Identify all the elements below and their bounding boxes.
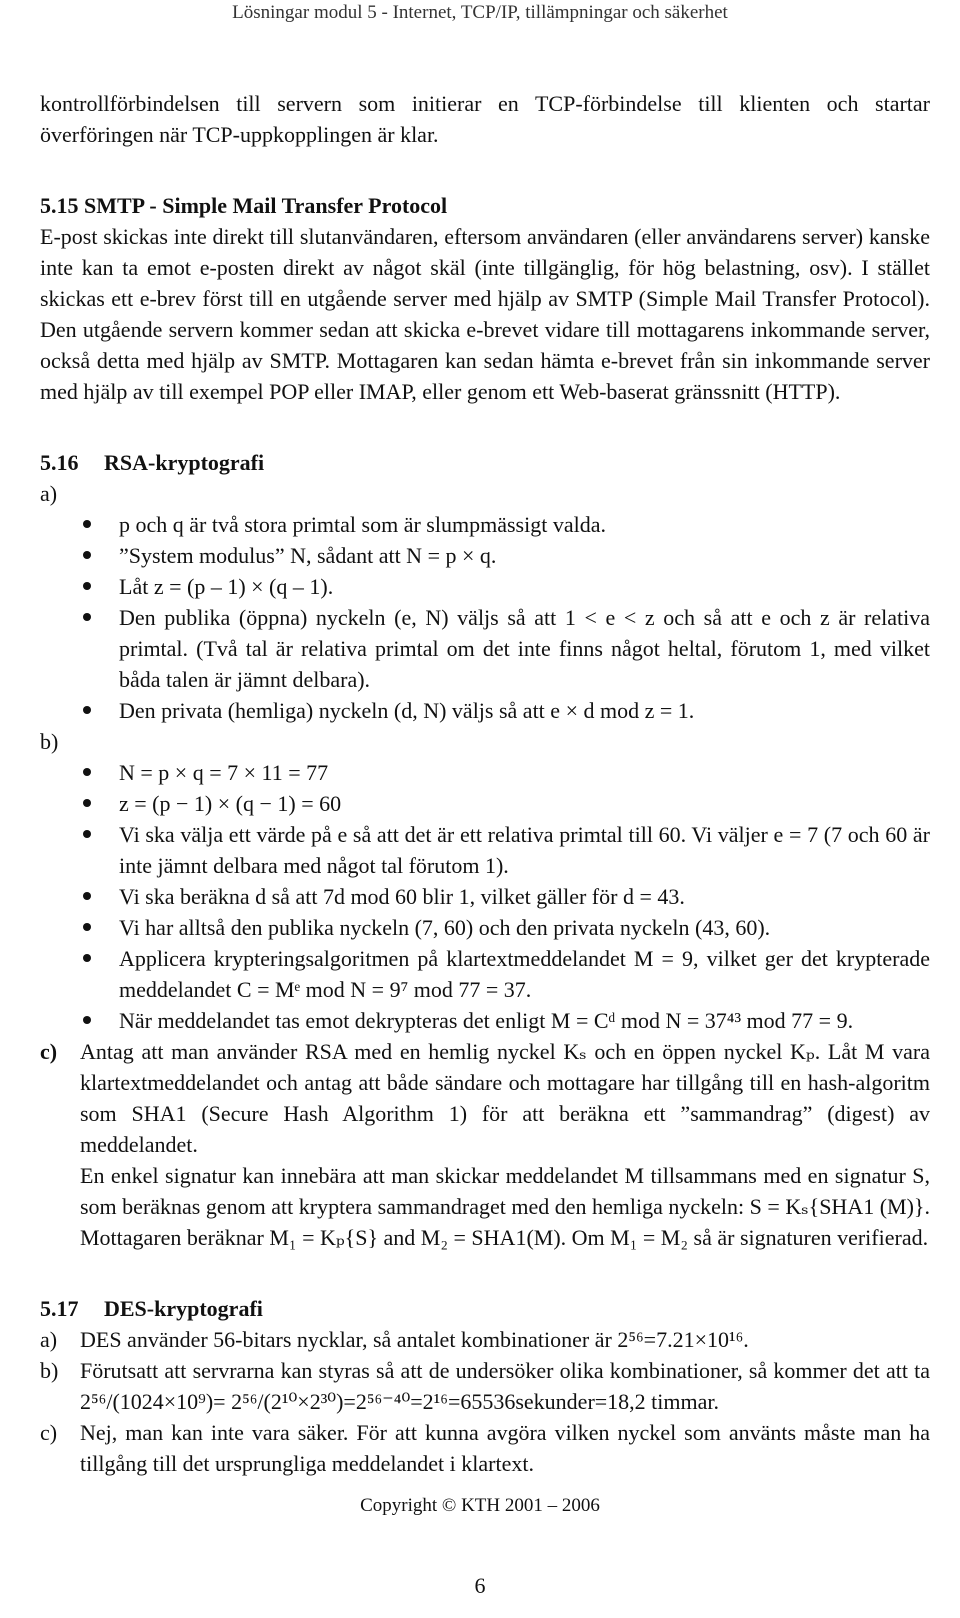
section-heading-5-15 <box>40 190 930 221</box>
part-c <box>40 1036 930 1253</box>
list-item: ”System modulus” N, sådant att N = p × q. <box>40 540 930 571</box>
rsa-definition-list <box>40 509 930 726</box>
section-title: DES-kryptografi <box>104 1296 263 1321</box>
page-number: 6 <box>474 1573 486 1598</box>
list-item: p och q är två stora primtal som är slumpmässigt valda. <box>40 509 930 540</box>
section-number: 5.15 <box>40 193 79 218</box>
des-part-a-label: a) <box>40 1327 58 1352</box>
des-part-c-text: Nej, man kan inte vara säker. För att kunna avgöra vilken nyckel som använts måste man ha tillgång till det ursprungliga meddelandet i klartext. <box>80 1420 930 1476</box>
list-item: N = p × q = 7 × 11 = 77 <box>40 757 930 788</box>
section-heading-5-17 <box>40 1293 930 1324</box>
section-number: 5.17 <box>40 1296 79 1321</box>
section-heading-5-16 <box>40 447 930 478</box>
des-part-a-text: DES använder 56-bitars nycklar, så antalet kombinationer är 2⁵⁶=7.21×10¹⁶. <box>80 1327 749 1352</box>
des-part-c-label: c) <box>40 1420 58 1445</box>
part-b-label: b) <box>40 729 59 754</box>
des-part-b-label: b) <box>40 1358 59 1383</box>
rsa-example-list <box>40 757 930 1036</box>
list-item: Låt z = (p – 1) × (q – 1). <box>40 571 930 602</box>
des-part-c <box>40 1417 930 1479</box>
part-c-label: c) <box>40 1039 58 1064</box>
list-item: Vi ska beräkna d så att 7d mod 60 blir 1, vilket gäller för d = 43. <box>40 881 930 912</box>
intro-paragraph: kontrollförbindelsen till servern som initierar en TCP-förbindelse till klienten och startar överföringen när TCP-uppkopplingen är klar. <box>40 91 930 147</box>
smtp-paragraph: E-post skickas inte direkt till slutanvändaren, eftersom användaren (eller användarens server) kanske inte kan ta emot e-posten direkt av något skäl (inte tillgänglig, för hög belastning, osv). I stället skickas ett e-brev först till en utgående server med hjälp av SMTP (Simple Mail Transfer Protocol). Den utgående servern kommer sedan att skicka e-brevet vidare till mottagarens inkommande server, också detta med hjälp av SMTP. Mottagaren kan sedan hämta e-brevet från sin inkommande server med hjälp av till exempel POP eller IMAP, eller genom ett Web-baserat gränssnitt (HTTP). <box>40 224 930 404</box>
list-item: z = (p − 1) × (q − 1) = 60 <box>40 788 930 819</box>
part-c-paragraph-2: En enkel signatur kan innebära att man skickar meddelandet M tillsammans med en signatur S, som beräknas genom att kryptera sammandraget med den hemliga nyckeln: S = Kₛ{SHA1 (M)}. Mottagaren beräknar M₁ = Kₚ{S} and M₂ = SHA1(M). Om M₁ = M₂ så är signaturen verifierad. <box>80 1163 930 1250</box>
running-header: Lösningar modul 5 - Internet, TCP/IP, tillämpningar och säkerhet <box>232 2 728 23</box>
des-part-a <box>40 1324 930 1355</box>
part-a-label: a) <box>40 481 58 506</box>
des-part-b <box>40 1355 930 1417</box>
section-number: 5.16 <box>40 450 79 475</box>
copyright-footer: Copyright © KTH 2001 – 2006 <box>360 1495 600 1516</box>
des-part-b-text: Förutsatt att servrarna kan styras så att de undersöker olika kombinationer, så kommer det att ta 2⁵⁶/(1024×10⁹)= 2⁵⁶/(2¹⁰×2³⁰)=2⁵⁶⁻⁴⁰=2¹⁶=65536sekunder=18,2 timmar. <box>80 1358 930 1414</box>
list-item: Applicera krypteringsalgoritmen på klartextmeddelandet M = 9, vilket ger det krypterade meddelandet C = Mᵉ mod N = 9⁷ mod 77 = 37. <box>40 943 930 1005</box>
list-item: Den publika (öppna) nyckeln (e, N) väljs så att 1 < e < z och så att e och z är relativa primtal. (Två tal är relativa primtal om det inte finns något heltal, förutom 1, med vilket båda talen är jämnt delbara). <box>40 602 930 695</box>
list-item: Vi ska välja ett värde på e så att det är ett relativa primtal till 60. Vi väljer e = 7 (7 och 60 är inte jämnt delbara med något tal förutom 1). <box>40 819 930 881</box>
section-title: SMTP - Simple Mail Transfer Protocol <box>84 193 448 218</box>
section-title: RSA-kryptografi <box>104 450 265 475</box>
list-item: Den privata (hemliga) nyckeln (d, N) väljs så att e × d mod z = 1. <box>40 695 930 726</box>
list-item: Vi har alltså den publika nyckeln (7, 60) och den privata nyckeln (43, 60). <box>40 912 930 943</box>
page-content <box>40 88 930 1479</box>
list-item: När meddelandet tas emot dekrypteras det enligt M = Cᵈ mod N = 37⁴³ mod 77 = 9. <box>40 1005 930 1036</box>
part-c-paragraph-1: Antag att man använder RSA med en hemlig nyckel Kₛ och en öppen nyckel Kₚ. Låt M vara klartextmeddelandet och antag att både sändare och mottagare har tillgång till en hash-algoritm som SHA1 (Secure Hash Algorithm 1) för att beräkna ett ”sammandrag” (digest) av meddelandet. <box>80 1039 930 1157</box>
